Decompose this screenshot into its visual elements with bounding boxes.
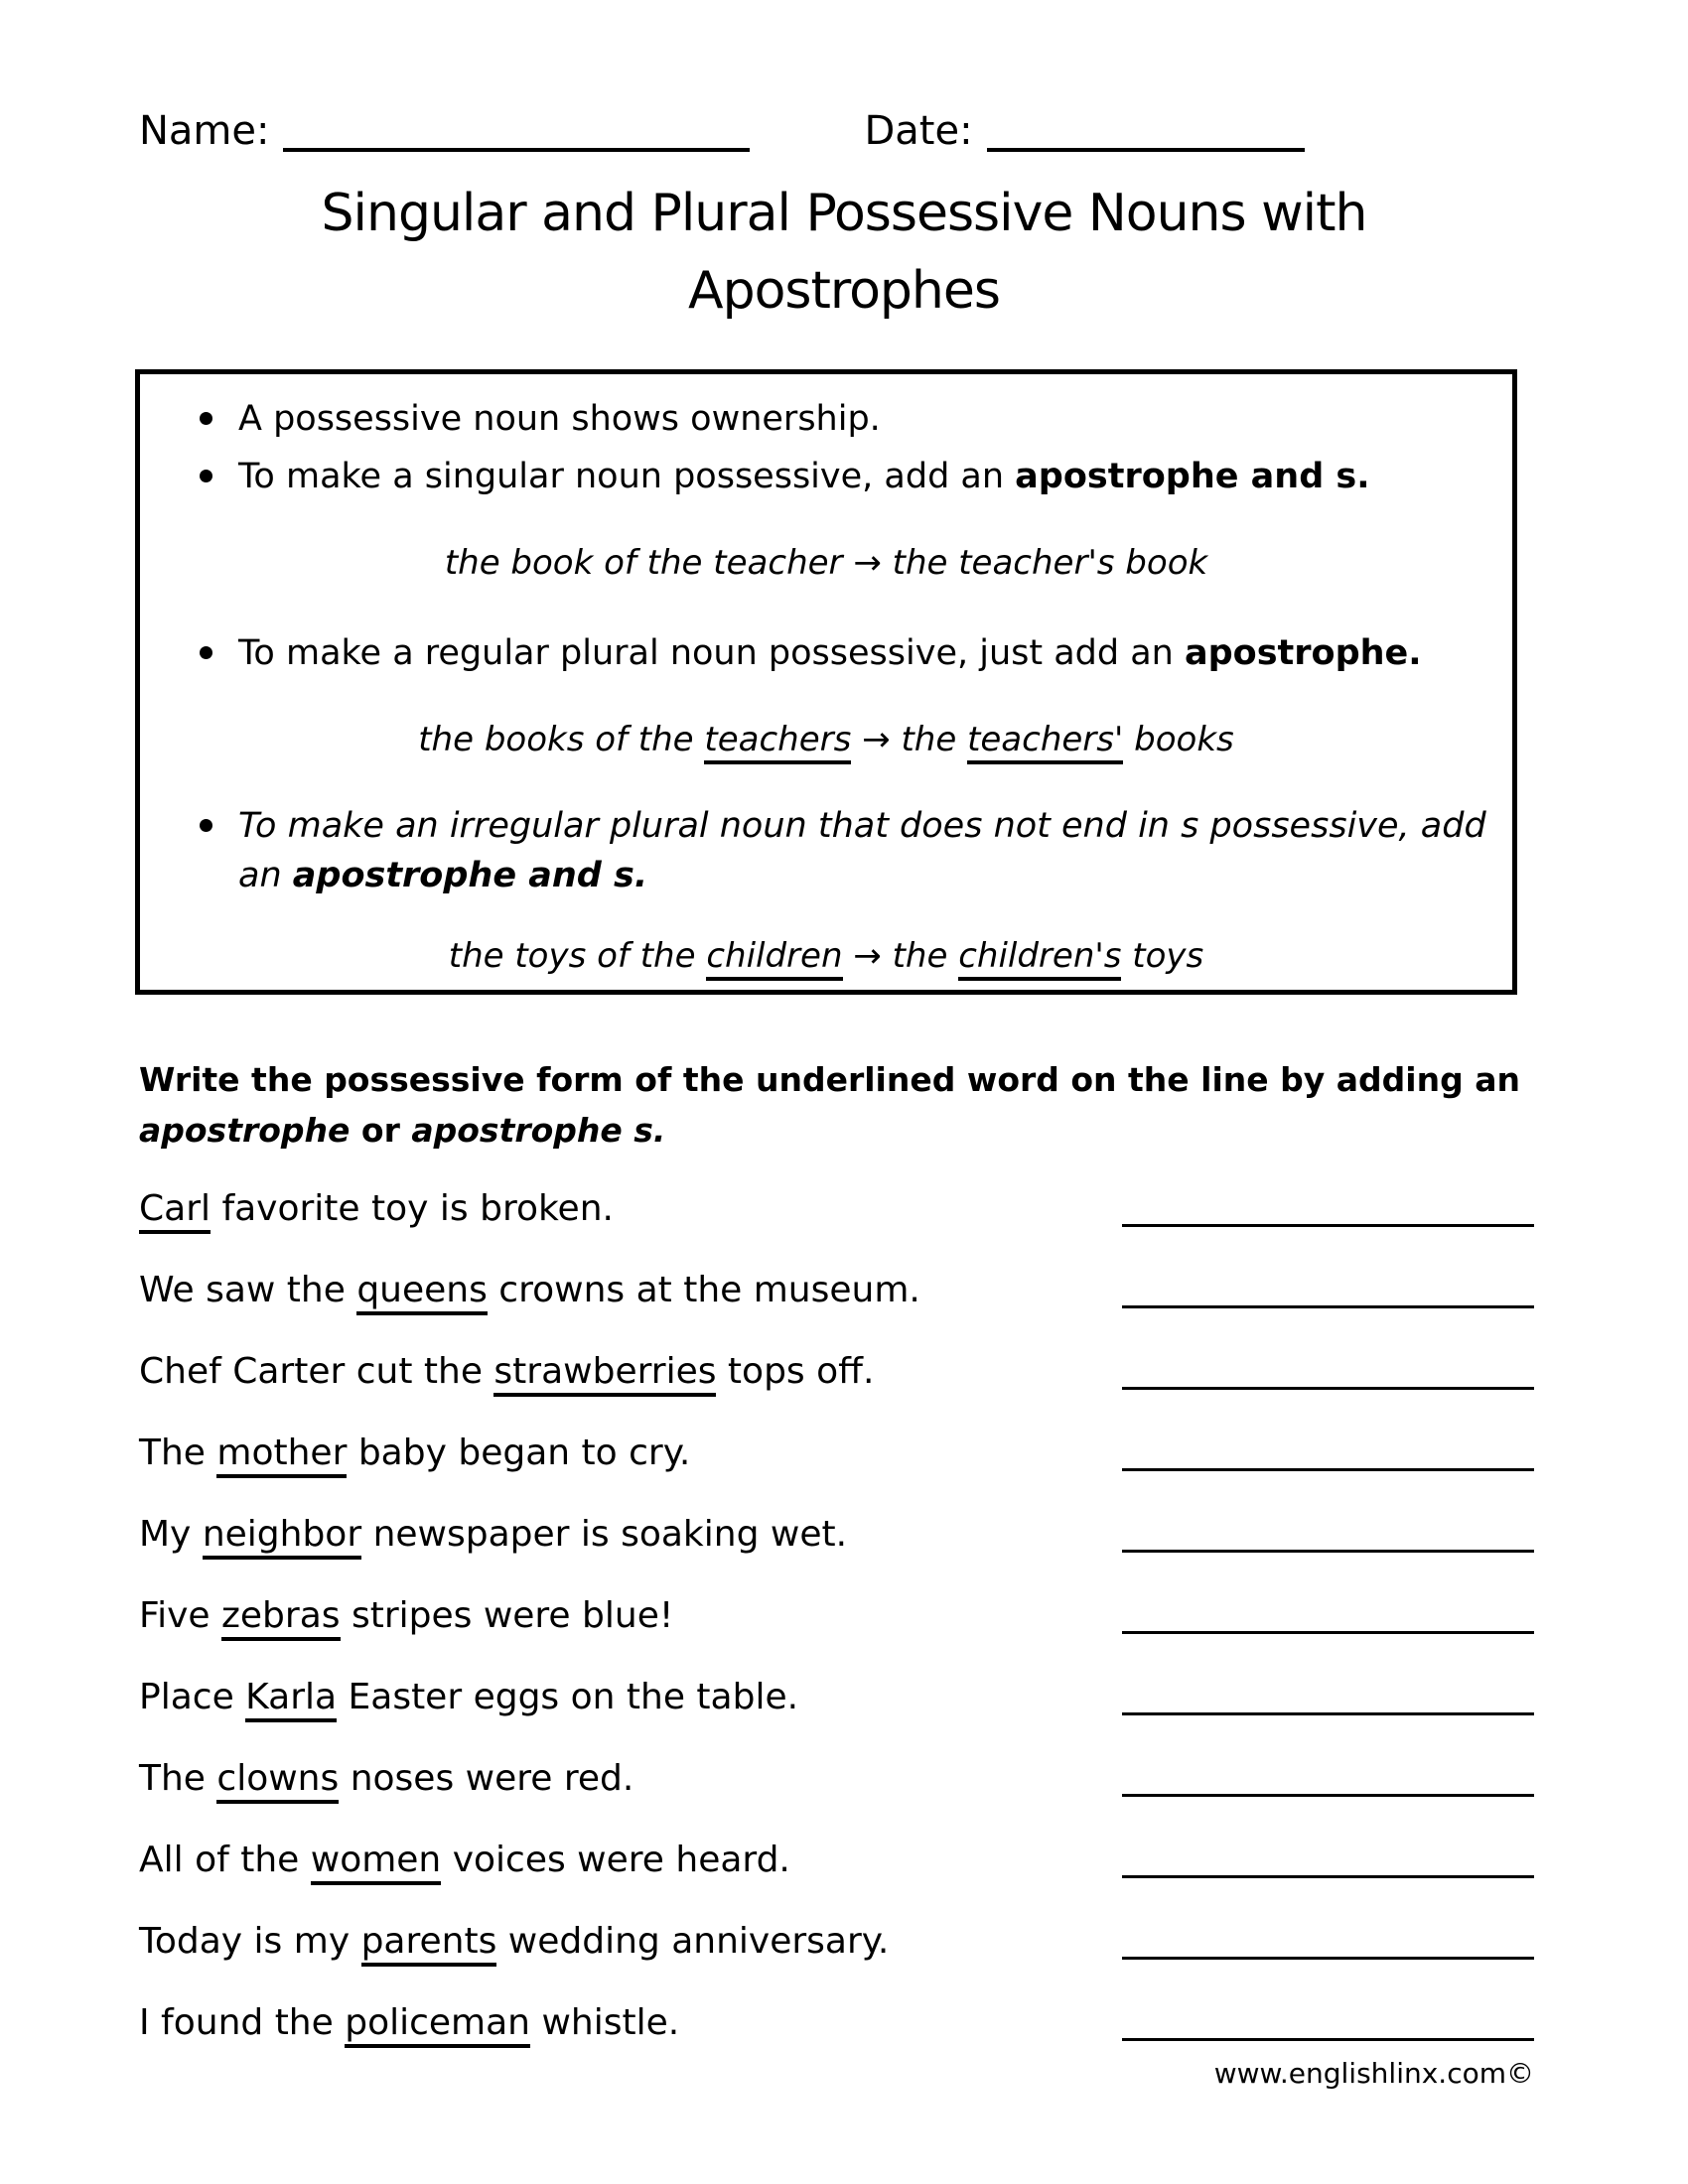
rule-text-bold: apostrophe and s.	[1015, 457, 1370, 496]
rule-text-bold: apostrophe and s.	[292, 856, 648, 895]
answer-blank	[1122, 1305, 1534, 1308]
exercise-sentence	[139, 1921, 889, 1962]
exercise-row	[139, 1636, 1534, 1717]
example-text: books	[1123, 720, 1234, 759]
sentence-post: crowns at the museum.	[487, 1269, 920, 1310]
exercise-row	[139, 1310, 1534, 1392]
sentence-pre: The	[139, 1432, 217, 1473]
exercise-row	[139, 1962, 1534, 2043]
sentence-pre: All of the	[139, 1839, 311, 1880]
name-blank-line	[283, 148, 750, 152]
underlined-word: Karla	[245, 1677, 337, 1722]
rule-bullet-irregular-plural	[162, 801, 1490, 900]
answer-blank	[1122, 1875, 1534, 1878]
answer-blank	[1122, 1224, 1534, 1227]
underlined-word: Carl	[139, 1188, 211, 1234]
exercise-sentence	[139, 1270, 920, 1310]
exercise-sentence	[139, 1758, 633, 1799]
rule-bullet-ownership	[162, 394, 1490, 444]
answer-blank	[1122, 1631, 1534, 1634]
rule-text: To make a singular noun possessive, add an	[238, 457, 1016, 496]
title-line-1: Singular and Plural Possessive Nouns with	[321, 184, 1367, 243]
example-text: → the	[851, 720, 968, 759]
header	[139, 107, 1539, 155]
rule-bullet-regular-plural	[162, 628, 1490, 678]
exercise-row	[139, 1717, 1534, 1799]
sentence-post: newspaper is soaking wet.	[361, 1513, 848, 1555]
exercise-sentence	[139, 1840, 790, 1880]
underlined-word: zebras	[221, 1595, 341, 1641]
sentence-post: stripes were blue!	[340, 1594, 674, 1636]
underlined-word: teachers'	[967, 720, 1123, 764]
date-blank-line	[987, 148, 1305, 152]
exercise-row	[139, 1555, 1534, 1636]
rules-box	[135, 369, 1517, 995]
exercise-row	[139, 1799, 1534, 1880]
underlined-word: strawberries	[493, 1351, 716, 1397]
underlined-word: children's	[958, 936, 1121, 981]
answer-blank	[1122, 1712, 1534, 1715]
sentence-post: favorite toy is broken.	[211, 1187, 614, 1229]
instruction-italic: apostrophe s.	[411, 1111, 666, 1151]
exercise-sentence	[139, 1595, 673, 1636]
exercise-row	[139, 1880, 1534, 1962]
sentence-post: whistle.	[530, 2001, 680, 2043]
title-line-2: Apostrophes	[688, 261, 1000, 321]
exercise-sentence	[139, 1351, 874, 1392]
instructions-text	[139, 1054, 1549, 1156]
sentence-post: baby began to cry.	[347, 1432, 691, 1473]
exercise-sentence	[139, 1188, 614, 1229]
underlined-word: teachers	[704, 720, 851, 764]
sentence-post: Easter eggs on the table.	[337, 1676, 799, 1717]
bullet-dot-icon	[200, 646, 212, 659]
underlined-word: queens	[356, 1270, 488, 1315]
sentence-post: noses were red.	[339, 1757, 634, 1799]
underlined-word: women	[311, 1840, 442, 1885]
exercise-sentence	[139, 1677, 798, 1717]
underlined-word: neighbor	[203, 1514, 361, 1560]
underlined-word: mother	[216, 1433, 347, 1478]
example-text: → the	[842, 936, 959, 976]
example-text: the books of the	[418, 720, 705, 759]
bullet-dot-icon	[200, 412, 212, 425]
exercise-row	[139, 1473, 1534, 1555]
sentence-post: voices were heard.	[441, 1839, 790, 1880]
underlined-word: clowns	[216, 1758, 339, 1804]
sentence-pre: Today is my	[139, 1920, 361, 1962]
exercise-sentence	[139, 1433, 690, 1473]
answer-blank	[1122, 1468, 1534, 1471]
rule-text: To make an irregular plural noun that does not end in s possessive, add an	[238, 806, 1486, 895]
underlined-word: policeman	[345, 2002, 530, 2048]
answer-blank	[1122, 1794, 1534, 1797]
bullet-dot-icon	[200, 819, 212, 832]
instruction-segment: Write the possessive form of the underlined word on the line by adding an	[139, 1060, 1520, 1099]
rule-text-bold: apostrophe.	[1184, 633, 1422, 673]
rule-text: To make a regular plural noun possessive, just add an	[238, 633, 1185, 673]
exercise-row	[139, 1392, 1534, 1473]
example-text: the toys of the	[448, 936, 707, 976]
sentence-pre: Five	[139, 1594, 221, 1636]
exercise-sentence	[139, 1514, 847, 1555]
sentence-pre: Chef Carter cut the	[139, 1350, 494, 1392]
sentence-post: tops off.	[716, 1350, 875, 1392]
answer-blank	[1122, 1387, 1534, 1390]
sentence-pre: I found the	[139, 2001, 346, 2043]
exercise-list	[139, 1148, 1534, 2043]
footer-credit: www.englishlinx.com©	[1213, 2057, 1534, 2090]
underlined-word: children	[706, 936, 842, 981]
rule-example-regular-plural	[162, 714, 1490, 765]
answer-blank	[1122, 1957, 1534, 1960]
sentence-pre: We saw the	[139, 1269, 357, 1310]
exercise-row	[139, 1148, 1534, 1229]
example-text: toys	[1121, 936, 1204, 976]
rule-example-singular: the book of the teacher → the teacher's book	[444, 543, 1208, 583]
instruction-italic: apostrophe	[139, 1111, 351, 1151]
rule-text: A possessive noun shows ownership.	[238, 399, 881, 439]
underlined-word: parents	[361, 1921, 497, 1967]
rule-bullet-singular	[162, 452, 1490, 501]
exercise-sentence	[139, 2002, 679, 2043]
exercise-row	[139, 1229, 1534, 1310]
answer-blank	[1122, 2038, 1534, 2041]
sentence-pre: My	[139, 1513, 203, 1555]
name-label: Name:	[139, 108, 270, 154]
sentence-pre: Place	[139, 1676, 246, 1717]
sentence-post: wedding anniversary.	[496, 1920, 890, 1962]
instruction-segment: or	[350, 1111, 412, 1151]
sentence-pre: The	[139, 1757, 217, 1799]
date-label: Date:	[864, 108, 973, 154]
bullet-dot-icon	[200, 470, 212, 482]
answer-blank	[1122, 1550, 1534, 1553]
rule-example-irregular-plural	[162, 930, 1490, 982]
page-title	[0, 175, 1688, 330]
